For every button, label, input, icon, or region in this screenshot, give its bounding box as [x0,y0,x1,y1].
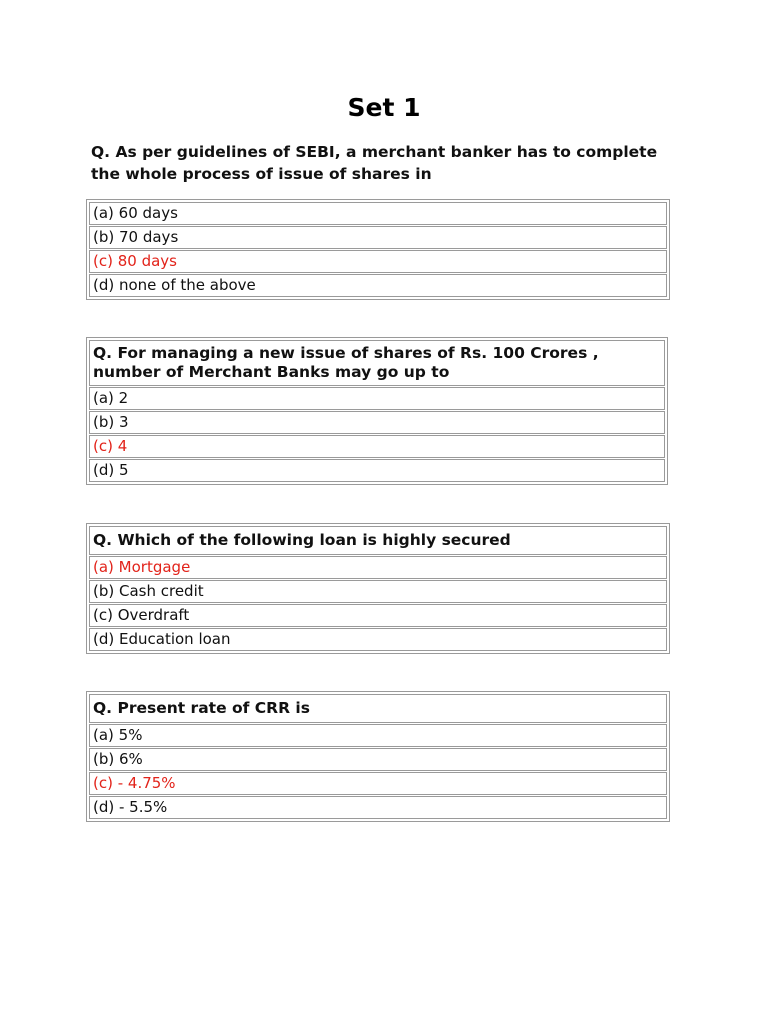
question-3-option-b: (b) Cash credit [89,580,667,603]
question-4-text: Q. Present rate of CRR is [89,694,667,723]
question-3-option-a-correct: (a) Mortgage [89,556,667,579]
question-2-option-a: (a) 2 [89,387,665,410]
question-3-table [86,523,670,654]
question-3-option-d: (d) Education loan [89,628,667,651]
question-2-text: Q. For managing a new issue of shares of Rs. 100 Crores , number of Merchant Banks may go up to [89,340,665,386]
question-1-option-b: (b) 70 days [89,226,667,249]
question-4-table [86,691,670,822]
question-2-option-b: (b) 3 [89,411,665,434]
question-1-option-a: (a) 60 days [89,202,667,225]
question-1-option-c-correct: (c) 80 days [89,250,667,273]
page-title: Set 1 [347,93,421,122]
question-4-option-d: (d) - 5.5% [89,796,667,819]
question-2-option-c-correct: (c) 4 [89,435,665,458]
question-4-option-a: (a) 5% [89,724,667,747]
question-2-table [86,337,668,485]
question-1-text: Q. As per guidelines of SEBI, a merchant banker has to complete the whole process of issue of shares in [91,143,658,183]
question-3-option-c: (c) Overdraft [89,604,667,627]
question-3-text: Q. Which of the following loan is highly secured [89,526,667,555]
question-4-option-c-correct: (c) - 4.75% [89,772,667,795]
question-1-option-d: (d) none of the above [89,274,667,297]
question-2-option-d: (d) 5 [89,459,665,482]
question-1-options-table [86,199,670,300]
question-4-option-b: (b) 6% [89,748,667,771]
